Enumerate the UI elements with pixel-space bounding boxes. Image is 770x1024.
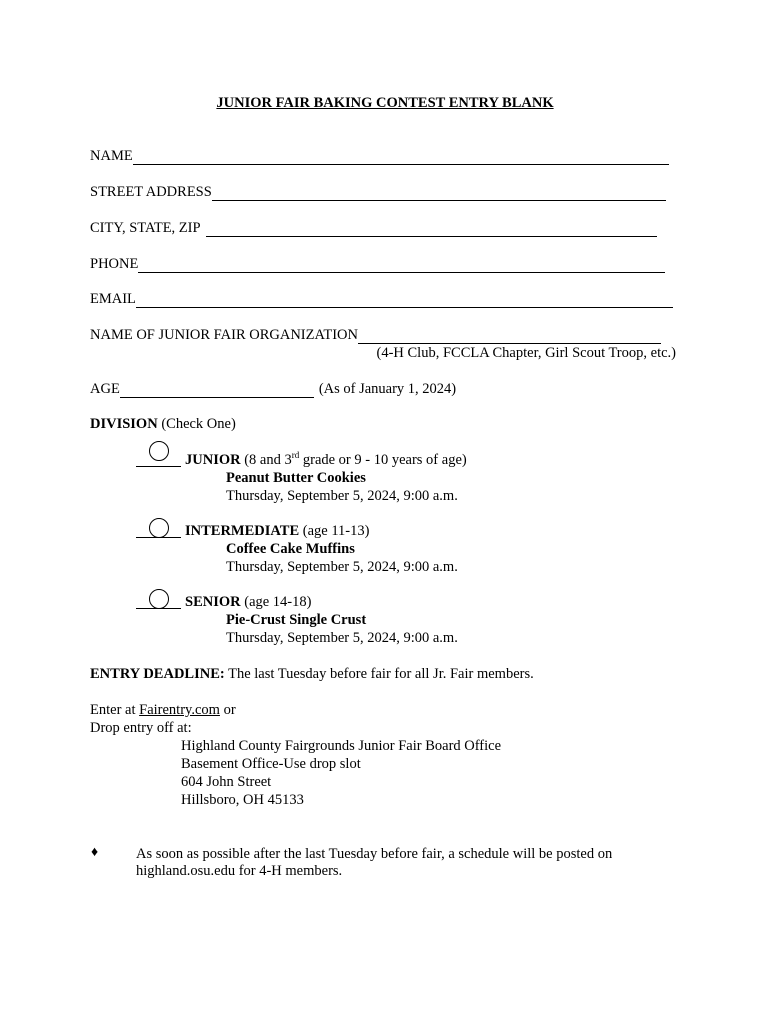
division-label: DIVISION	[90, 416, 158, 432]
street-label: STREET ADDRESS	[90, 184, 212, 200]
junior-title-row	[185, 451, 467, 469]
org-label: NAME OF JUNIOR FAIR ORGANIZATION	[90, 327, 358, 343]
intermediate-when: Thursday, September 5, 2024, 9:00 a.m.	[226, 559, 458, 575]
address-line-1: Highland County Fairgrounds Junior Fair Board Office	[181, 738, 502, 754]
senior-label: SENIOR	[185, 594, 241, 610]
name-blank[interactable]	[133, 150, 669, 165]
enter-suffix: or	[223, 702, 236, 718]
junior-detail: (8 and 3rd grade or 9 - 10 years of age)	[244, 450, 467, 468]
age-blank[interactable]	[120, 383, 314, 398]
enter-prefix: Enter at	[90, 702, 136, 718]
note-line-1: As soon as possible after the last Tuesday before fair, a schedule will be posted on	[136, 846, 613, 862]
age-label: AGE	[90, 381, 120, 397]
intermediate-title-row	[185, 522, 369, 540]
email-field-row	[90, 290, 673, 308]
address-line-4: Hillsboro, OH 45133	[181, 792, 304, 808]
junior-when: Thursday, September 5, 2024, 9:00 a.m.	[226, 488, 458, 504]
junior-label: JUNIOR	[185, 452, 241, 468]
intermediate-checkbox[interactable]	[149, 518, 169, 538]
org-blank[interactable]	[358, 329, 661, 344]
form-title: JUNIOR FAIR BAKING CONTEST ENTRY BLANK	[216, 95, 554, 111]
entry-deadline	[90, 665, 534, 683]
deadline-label: ENTRY DEADLINE:	[90, 666, 225, 682]
senior-when: Thursday, September 5, 2024, 9:00 a.m.	[226, 630, 458, 646]
street-blank[interactable]	[212, 186, 666, 201]
note-line-2: highland.osu.edu for 4-H members.	[136, 863, 343, 879]
phone-field-row	[90, 255, 665, 273]
fairentry-link[interactable]: Fairentry.com	[139, 702, 220, 718]
org-hint: (4-H Club, FCCLA Chapter, Girl Scout Troop, etc.)	[376, 345, 676, 361]
address-line-2: Basement Office-Use drop slot	[181, 756, 361, 772]
junior-item: Peanut Butter Cookies	[226, 470, 366, 486]
intermediate-label: INTERMEDIATE	[185, 523, 300, 539]
intermediate-item: Coffee Cake Muffins	[226, 541, 355, 557]
junior-checkbox[interactable]	[149, 441, 169, 461]
deadline-text: The last Tuesday before fair for all Jr. Fair members.	[228, 666, 534, 682]
drop-off-label: Drop entry off at:	[90, 720, 192, 736]
street-field-row	[90, 183, 666, 201]
phone-blank[interactable]	[138, 258, 665, 273]
city-field-row	[90, 219, 657, 237]
division-heading	[90, 415, 236, 433]
division-hint: (Check One)	[161, 416, 236, 432]
diamond-bullet-icon: ♦	[91, 845, 99, 860]
city-label: CITY, STATE, ZIP	[90, 220, 201, 236]
senior-item: Pie-Crust Single Crust	[226, 612, 367, 628]
email-blank[interactable]	[136, 293, 673, 308]
enter-line	[90, 701, 236, 719]
name-field-row	[90, 147, 669, 165]
age-field-row	[90, 380, 456, 398]
name-label: NAME	[90, 148, 133, 164]
senior-checkbox[interactable]	[149, 589, 169, 609]
phone-label: PHONE	[90, 256, 139, 272]
age-note: (As of January 1, 2024)	[318, 381, 457, 397]
city-blank[interactable]	[206, 222, 657, 237]
intermediate-detail: (age 11-13)	[302, 523, 370, 539]
org-field-row	[90, 326, 661, 344]
email-label: EMAIL	[90, 291, 136, 307]
senior-title-row	[185, 593, 311, 611]
senior-detail: (age 14-18)	[244, 594, 312, 610]
address-line-3: 604 John Street	[181, 774, 272, 790]
